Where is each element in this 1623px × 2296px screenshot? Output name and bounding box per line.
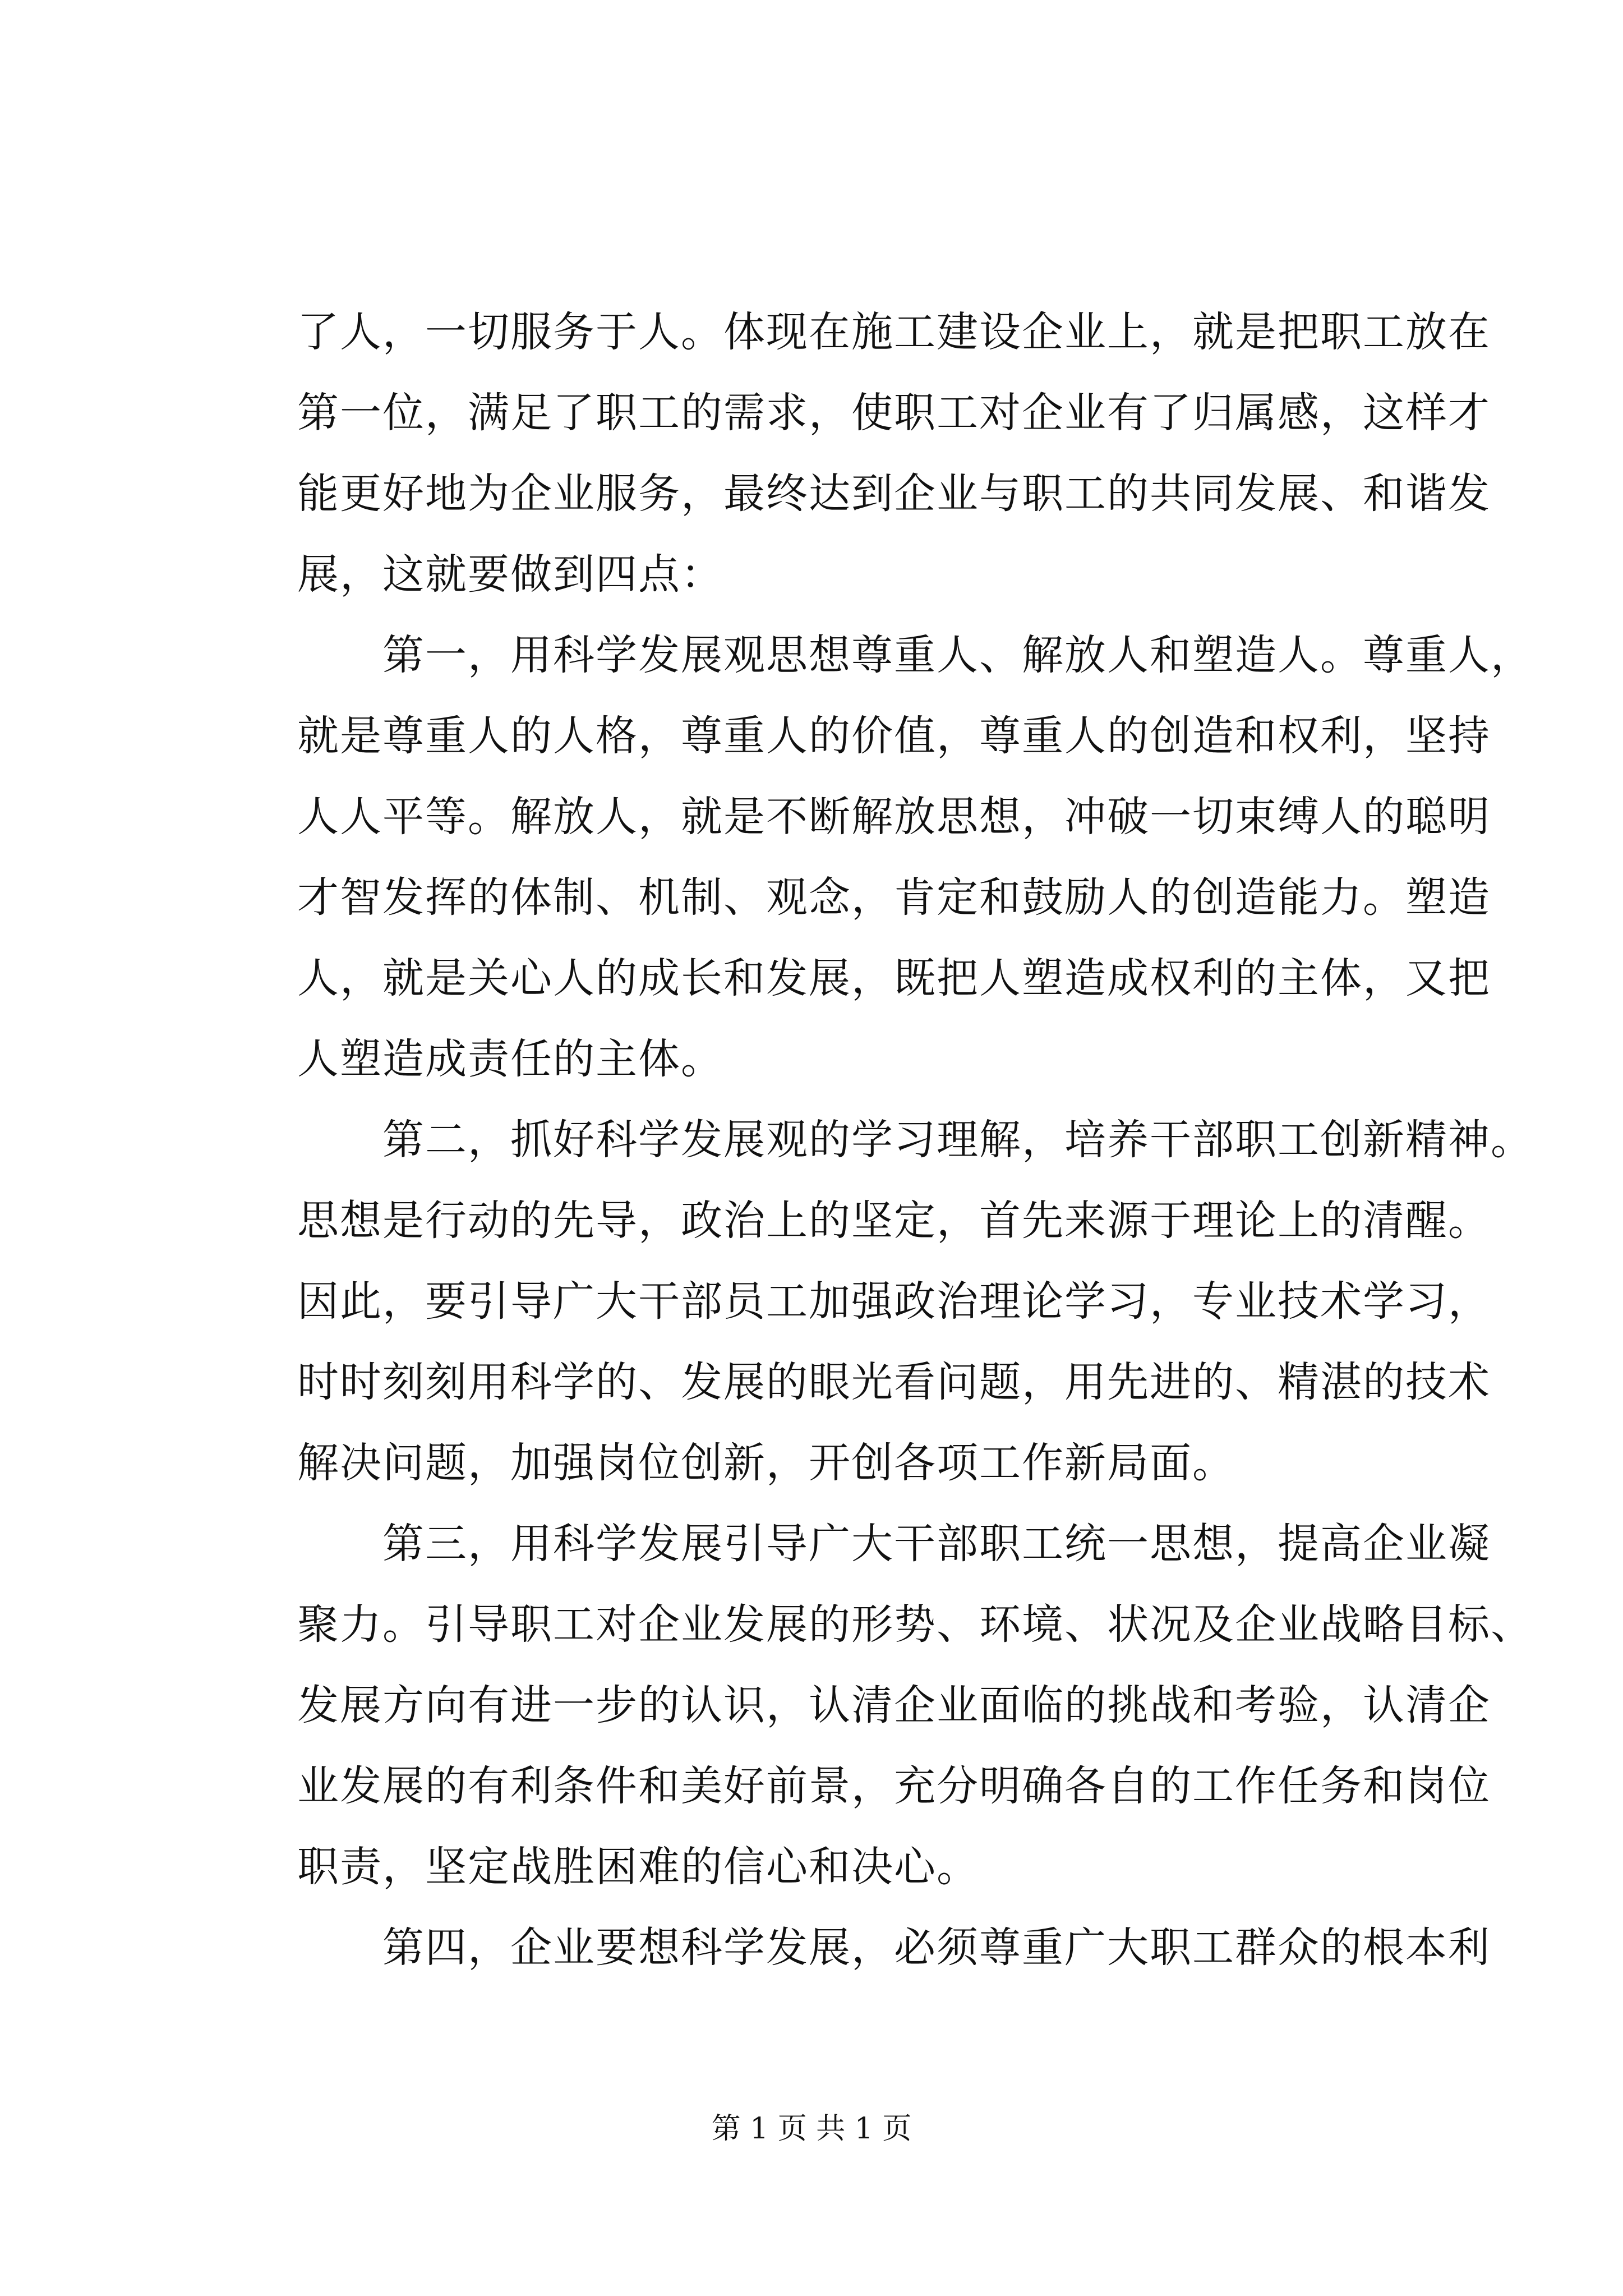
text-line: 了人，一切服务于人。体现在施工建设企业上，就是把职工放在 [297, 308, 1491, 356]
text-line: 第二，抓好科学发展观的学习理解，培养干部职工创新精神。 [382, 1116, 1533, 1164]
body-text [297, 292, 1533, 1988]
text-line: 业发展的有利条件和美好前景，充分明确各自的工作任务和岗位 [297, 1762, 1491, 1810]
text-line: 思想是行动的先导，政治上的坚定，首先来源于理论上的清醒。 [297, 1197, 1491, 1245]
text-line: 第一位，满足了职工的需求，使职工对企业有了归属感，这样才 [297, 389, 1491, 437]
text-line: 第四，企业要想科学发展，必须尊重广大职工群众的根本利 [382, 1924, 1491, 1972]
page-footer: 第 1 页 共 1 页 [711, 2112, 912, 2146]
text-line: 聚力。引导职工对企业发展的形势、环境、状况及企业战略目标、 [297, 1600, 1533, 1649]
text-line: 才智发挥的体制、机制、观念，肯定和鼓励人的创造能力。塑造 [297, 873, 1491, 922]
text-line: 能更好地为企业服务，最终达到企业与职工的共同发展、和谐发 [297, 470, 1491, 518]
text-line: 发展方向有进一步的认识，认清企业面临的挑战和考验，认清企 [297, 1681, 1491, 1729]
text-line: 因此，要引导广大干部员工加强政治理论学习，专业技术学习， [297, 1277, 1491, 1326]
text-line: 解决问题，加强岗位创新，开创各项工作新局面。 [297, 1439, 1235, 1487]
text-line: 人塑造成责任的主体。 [297, 1035, 723, 1083]
text-line: 职责，坚定战胜困难的信心和决心。 [297, 1843, 979, 1891]
text-line: 人人平等。解放人，就是不断解放思想，冲破一切束缚人的聪明 [297, 793, 1491, 841]
text-line: 时时刻刻用科学的、发展的眼光看问题，用先进的、精湛的技术 [297, 1358, 1491, 1406]
text-line: 就是尊重人的人格，尊重人的价值，尊重人的创造和权利，坚持 [297, 712, 1491, 760]
text-line: 第三，用科学发展引导广大干部职工统一思想，提高企业凝 [382, 1520, 1491, 1568]
text-line: 展，这就要做到四点： [297, 550, 723, 599]
text-line: 人，就是关心人的成长和发展，既把人塑造成权利的主体，又把 [297, 954, 1491, 1002]
text-line: 第一，用科学发展观思想尊重人、解放人和塑造人。尊重人， [382, 631, 1533, 679]
